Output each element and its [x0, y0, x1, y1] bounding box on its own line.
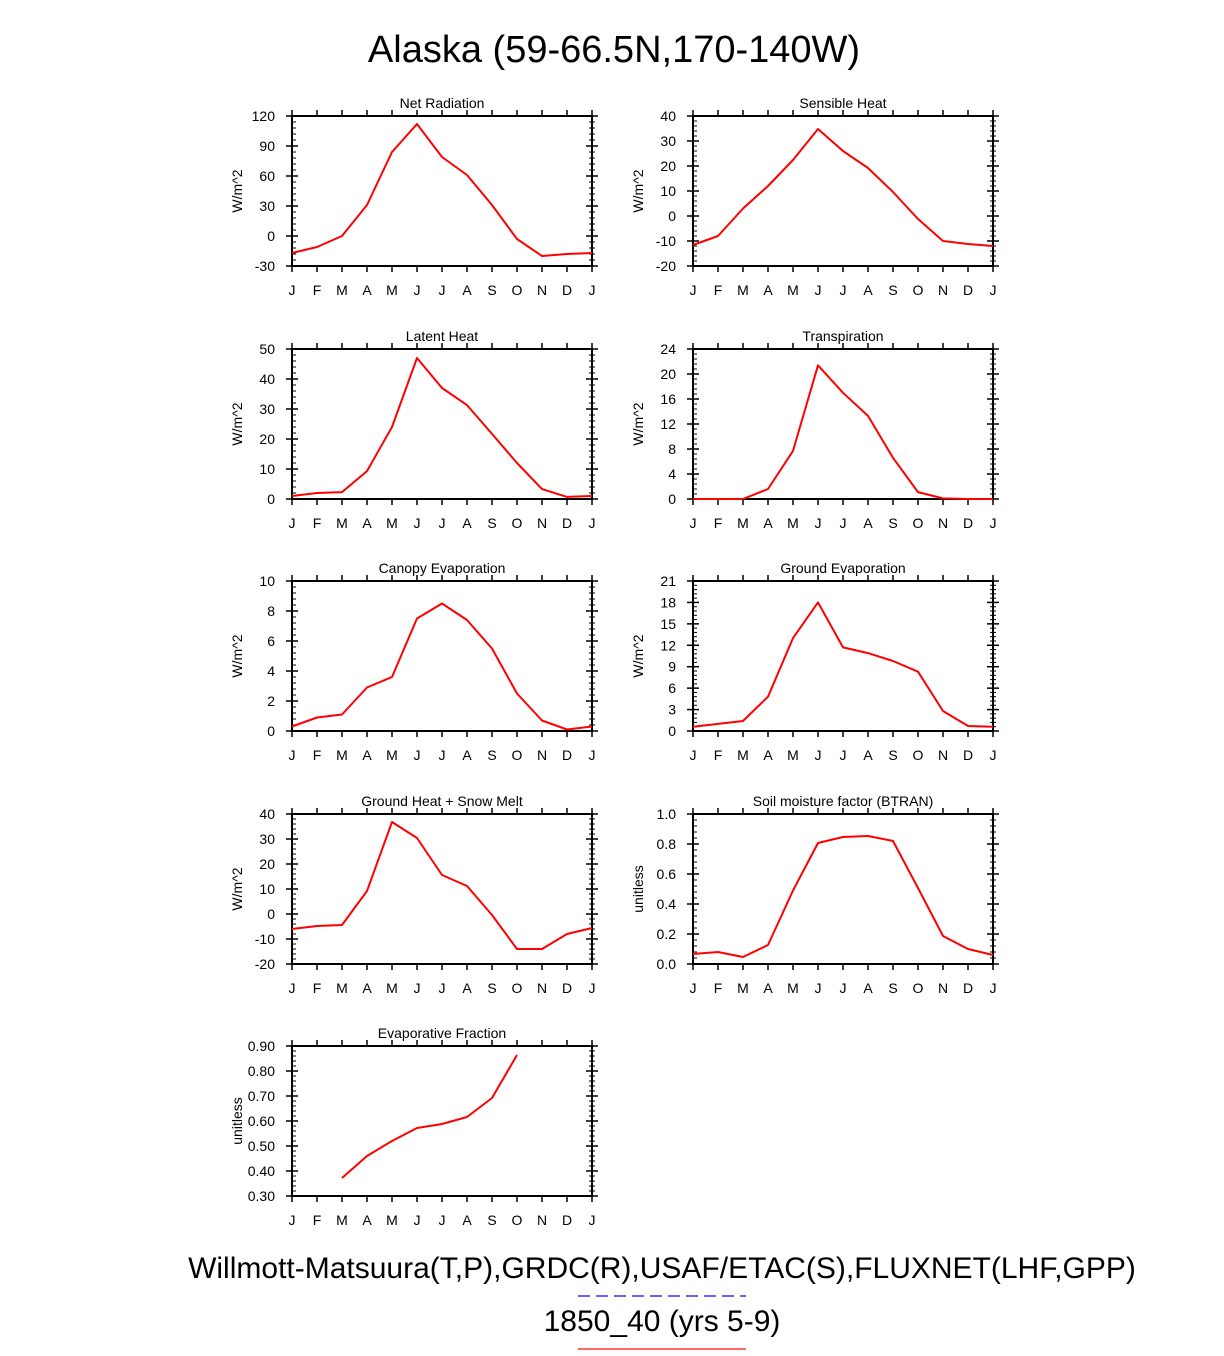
x-tick-label: M: [386, 515, 398, 531]
x-tick-label: D: [562, 282, 572, 298]
plot-frame: [693, 349, 993, 499]
x-tick-label: J: [414, 282, 421, 298]
x-tick-label: O: [512, 1212, 523, 1228]
series-line: [292, 124, 592, 256]
x-tick-label: N: [938, 980, 948, 996]
figure-title: Alaska (59-66.5N,170-140W): [368, 29, 860, 71]
x-tick-label: F: [313, 980, 322, 996]
x-tick-label: J: [815, 747, 822, 763]
x-tick-label: A: [462, 980, 472, 996]
x-tick-label: M: [737, 980, 749, 996]
y-axis-label: unitless: [630, 865, 646, 912]
x-tick-label: M: [737, 515, 749, 531]
x-tick-label: D: [963, 747, 973, 763]
x-tick-label: J: [289, 282, 296, 298]
x-tick-label: M: [737, 747, 749, 763]
x-tick-label: M: [336, 515, 348, 531]
x-tick-label: N: [938, 515, 948, 531]
footer-observations: Willmott-Matsuura(T,P),GRDC(R),USAF/ETAC(S),FLUXNET(LHF,GPP): [188, 1252, 1136, 1285]
x-tick-label: J: [990, 747, 997, 763]
y-tick-label: 40: [660, 108, 676, 124]
plot-frame: [292, 116, 592, 266]
chart-panel: [630, 793, 999, 996]
x-tick-label: J: [990, 515, 997, 531]
y-tick-label: 30: [259, 831, 275, 847]
y-tick-label: 10: [259, 461, 275, 477]
x-tick-label: S: [888, 282, 897, 298]
y-tick-label: 0: [267, 906, 275, 922]
y-tick-label: -20: [656, 258, 676, 274]
x-tick-label: J: [815, 980, 822, 996]
chart-panel: [229, 328, 598, 531]
x-tick-label: A: [362, 747, 372, 763]
x-tick-label: A: [863, 515, 873, 531]
y-tick-label: 20: [259, 856, 275, 872]
chart-panel: [229, 560, 598, 763]
x-tick-label: O: [913, 282, 924, 298]
y-tick-label: 50: [259, 341, 275, 357]
y-tick-label: 0: [668, 491, 676, 507]
x-tick-label: M: [787, 980, 799, 996]
chart-panel: [229, 793, 598, 996]
y-axis-label: W/m^2: [229, 402, 245, 445]
x-tick-label: S: [888, 515, 897, 531]
y-axis-label: W/m^2: [229, 634, 245, 677]
x-tick-label: S: [888, 980, 897, 996]
chart-panel: [630, 95, 999, 298]
y-tick-label: 0.70: [248, 1088, 275, 1104]
x-tick-label: J: [589, 282, 596, 298]
x-tick-label: M: [336, 282, 348, 298]
y-tick-label: 0: [668, 723, 676, 739]
x-tick-label: A: [863, 282, 873, 298]
x-tick-label: F: [313, 747, 322, 763]
y-tick-label: 20: [660, 158, 676, 174]
chart-title: Ground Heat + Snow Melt: [361, 793, 523, 809]
x-tick-label: S: [487, 747, 496, 763]
y-tick-label: 4: [668, 466, 676, 482]
x-tick-label: O: [913, 515, 924, 531]
x-tick-label: J: [439, 980, 446, 996]
y-tick-label: 1.0: [657, 806, 677, 822]
y-tick-label: 24: [660, 341, 676, 357]
x-tick-label: J: [414, 747, 421, 763]
y-tick-label: 8: [267, 603, 275, 619]
plot-frame: [292, 1046, 592, 1196]
y-tick-label: 12: [660, 416, 676, 432]
y-tick-label: 16: [660, 391, 676, 407]
x-tick-label: J: [589, 747, 596, 763]
x-tick-label: N: [537, 515, 547, 531]
x-tick-label: J: [589, 515, 596, 531]
y-tick-label: 20: [259, 431, 275, 447]
y-tick-label: 60: [259, 168, 275, 184]
y-tick-label: 30: [259, 401, 275, 417]
x-tick-label: N: [537, 747, 547, 763]
x-tick-label: S: [487, 1212, 496, 1228]
x-tick-label: J: [840, 980, 847, 996]
x-tick-label: F: [313, 515, 322, 531]
x-tick-label: F: [714, 515, 723, 531]
x-tick-label: F: [313, 1212, 322, 1228]
plot-frame: [292, 814, 592, 964]
chart-title: Evaporative Fraction: [378, 1025, 506, 1041]
x-tick-label: J: [439, 747, 446, 763]
x-tick-label: S: [487, 980, 496, 996]
x-tick-label: J: [289, 747, 296, 763]
x-tick-label: A: [362, 515, 372, 531]
x-tick-label: A: [462, 1212, 472, 1228]
x-tick-label: J: [690, 282, 697, 298]
y-tick-label: 0.6: [657, 866, 677, 882]
y-tick-label: -10: [255, 931, 275, 947]
series-line: [292, 822, 592, 949]
y-tick-label: 10: [660, 183, 676, 199]
chart-title: Soil moisture factor (BTRAN): [753, 793, 933, 809]
x-tick-label: N: [537, 1212, 547, 1228]
x-tick-label: J: [990, 980, 997, 996]
series-line: [292, 358, 592, 497]
y-tick-label: 0.40: [248, 1163, 275, 1179]
x-tick-label: M: [787, 282, 799, 298]
x-tick-label: M: [386, 747, 398, 763]
chart-panel: [229, 1025, 598, 1228]
series-line: [292, 604, 592, 730]
x-tick-label: D: [562, 515, 572, 531]
y-tick-label: 120: [252, 108, 276, 124]
chart-panel: [630, 328, 999, 531]
y-tick-label: 0: [267, 491, 275, 507]
x-tick-label: M: [386, 282, 398, 298]
x-tick-label: D: [963, 282, 973, 298]
series-line: [693, 365, 993, 499]
x-tick-label: J: [840, 515, 847, 531]
x-tick-label: A: [763, 282, 773, 298]
x-tick-label: O: [512, 515, 523, 531]
x-tick-label: A: [863, 980, 873, 996]
x-tick-label: F: [714, 747, 723, 763]
y-tick-label: 20: [660, 366, 676, 382]
plot-frame: [693, 116, 993, 266]
y-tick-label: 40: [259, 371, 275, 387]
x-tick-label: J: [289, 515, 296, 531]
x-tick-label: D: [562, 980, 572, 996]
x-tick-label: J: [690, 980, 697, 996]
chart-title: Latent Heat: [406, 328, 478, 344]
y-tick-label: 0.0: [657, 956, 677, 972]
x-tick-label: A: [462, 747, 472, 763]
y-tick-label: 0.80: [248, 1063, 275, 1079]
y-tick-label: 6: [267, 633, 275, 649]
x-tick-label: J: [414, 980, 421, 996]
x-tick-label: J: [439, 515, 446, 531]
x-tick-label: D: [562, 747, 572, 763]
x-tick-label: S: [487, 282, 496, 298]
x-tick-label: O: [512, 747, 523, 763]
x-tick-label: J: [690, 747, 697, 763]
y-tick-label: 0.50: [248, 1138, 275, 1154]
x-tick-label: A: [362, 282, 372, 298]
chart-title: Ground Evaporation: [780, 560, 905, 576]
x-tick-label: A: [763, 515, 773, 531]
y-axis-label: W/m^2: [229, 169, 245, 212]
y-axis-label: unitless: [229, 1097, 245, 1144]
y-axis-label: W/m^2: [229, 867, 245, 910]
x-tick-label: A: [863, 747, 873, 763]
x-tick-label: O: [913, 980, 924, 996]
x-tick-label: A: [362, 1212, 372, 1228]
y-tick-label: 0.30: [248, 1188, 275, 1204]
y-tick-label: 30: [660, 133, 676, 149]
chart-panel: [630, 560, 999, 763]
y-tick-label: 0: [267, 228, 275, 244]
chart-title: Canopy Evaporation: [379, 560, 506, 576]
x-tick-label: J: [289, 980, 296, 996]
y-tick-label: 3: [668, 702, 676, 718]
y-tick-label: 0.90: [248, 1038, 275, 1054]
y-tick-label: 8: [668, 441, 676, 457]
y-tick-label: 4: [267, 663, 275, 679]
series-line: [693, 602, 993, 726]
y-tick-label: -10: [656, 233, 676, 249]
y-tick-label: 30: [259, 198, 275, 214]
y-tick-label: 18: [660, 594, 676, 610]
x-tick-label: F: [714, 980, 723, 996]
x-tick-label: O: [913, 747, 924, 763]
x-tick-label: O: [512, 980, 523, 996]
y-tick-label: 0.8: [657, 836, 677, 852]
chart-title: Net Radiation: [400, 95, 485, 111]
x-tick-label: M: [336, 747, 348, 763]
x-tick-label: J: [439, 282, 446, 298]
x-tick-label: O: [512, 282, 523, 298]
x-tick-label: J: [815, 282, 822, 298]
y-axis-label: W/m^2: [630, 634, 646, 677]
x-tick-label: F: [714, 282, 723, 298]
y-tick-label: 15: [660, 616, 676, 632]
chart-panel: [229, 95, 598, 298]
plot-frame: [693, 581, 993, 731]
x-tick-label: A: [462, 515, 472, 531]
x-tick-label: N: [537, 282, 547, 298]
x-tick-label: J: [690, 515, 697, 531]
y-axis-label: W/m^2: [630, 402, 646, 445]
x-tick-label: F: [313, 282, 322, 298]
x-tick-label: A: [462, 282, 472, 298]
x-tick-label: M: [336, 980, 348, 996]
x-tick-label: J: [990, 282, 997, 298]
y-tick-label: 0: [668, 208, 676, 224]
chart-title: Sensible Heat: [799, 95, 886, 111]
y-tick-label: 6: [668, 680, 676, 696]
x-tick-label: J: [414, 515, 421, 531]
y-tick-label: -20: [255, 956, 275, 972]
x-tick-label: M: [386, 1212, 398, 1228]
y-tick-label: 0.60: [248, 1113, 275, 1129]
x-tick-label: J: [414, 1212, 421, 1228]
x-tick-label: A: [362, 980, 372, 996]
x-tick-label: M: [336, 1212, 348, 1228]
y-tick-label: 2: [267, 693, 275, 709]
x-tick-label: M: [737, 282, 749, 298]
y-tick-label: 0.4: [657, 896, 677, 912]
y-tick-label: 40: [259, 806, 275, 822]
x-tick-label: D: [963, 980, 973, 996]
series-line: [342, 1055, 517, 1178]
y-tick-label: 9: [668, 659, 676, 675]
x-tick-label: N: [537, 980, 547, 996]
x-tick-label: A: [763, 980, 773, 996]
footer-case: 1850_40 (yrs 5-9): [544, 1305, 781, 1338]
x-tick-label: J: [439, 1212, 446, 1228]
x-tick-label: J: [589, 980, 596, 996]
y-tick-label: 90: [259, 138, 275, 154]
y-tick-label: 0: [267, 723, 275, 739]
series-line: [693, 836, 993, 957]
y-axis-label: W/m^2: [630, 169, 646, 212]
y-tick-label: 12: [660, 637, 676, 653]
series-line: [693, 129, 993, 246]
y-tick-label: 0.2: [657, 926, 677, 942]
x-tick-label: D: [562, 1212, 572, 1228]
x-tick-label: D: [963, 515, 973, 531]
x-tick-label: J: [840, 747, 847, 763]
x-tick-label: M: [386, 980, 398, 996]
x-tick-label: S: [487, 515, 496, 531]
plot-frame: [292, 349, 592, 499]
x-tick-label: N: [938, 282, 948, 298]
x-tick-label: J: [589, 1212, 596, 1228]
x-tick-label: J: [840, 282, 847, 298]
y-tick-label: 21: [660, 573, 676, 589]
x-tick-label: J: [289, 1212, 296, 1228]
x-tick-label: S: [888, 747, 897, 763]
y-tick-label: 10: [259, 881, 275, 897]
x-tick-label: A: [763, 747, 773, 763]
x-tick-label: M: [787, 515, 799, 531]
x-tick-label: M: [787, 747, 799, 763]
x-tick-label: J: [815, 515, 822, 531]
chart-title: Transpiration: [802, 328, 883, 344]
y-tick-label: -30: [255, 258, 275, 274]
y-tick-label: 10: [259, 573, 275, 589]
x-tick-label: N: [938, 747, 948, 763]
